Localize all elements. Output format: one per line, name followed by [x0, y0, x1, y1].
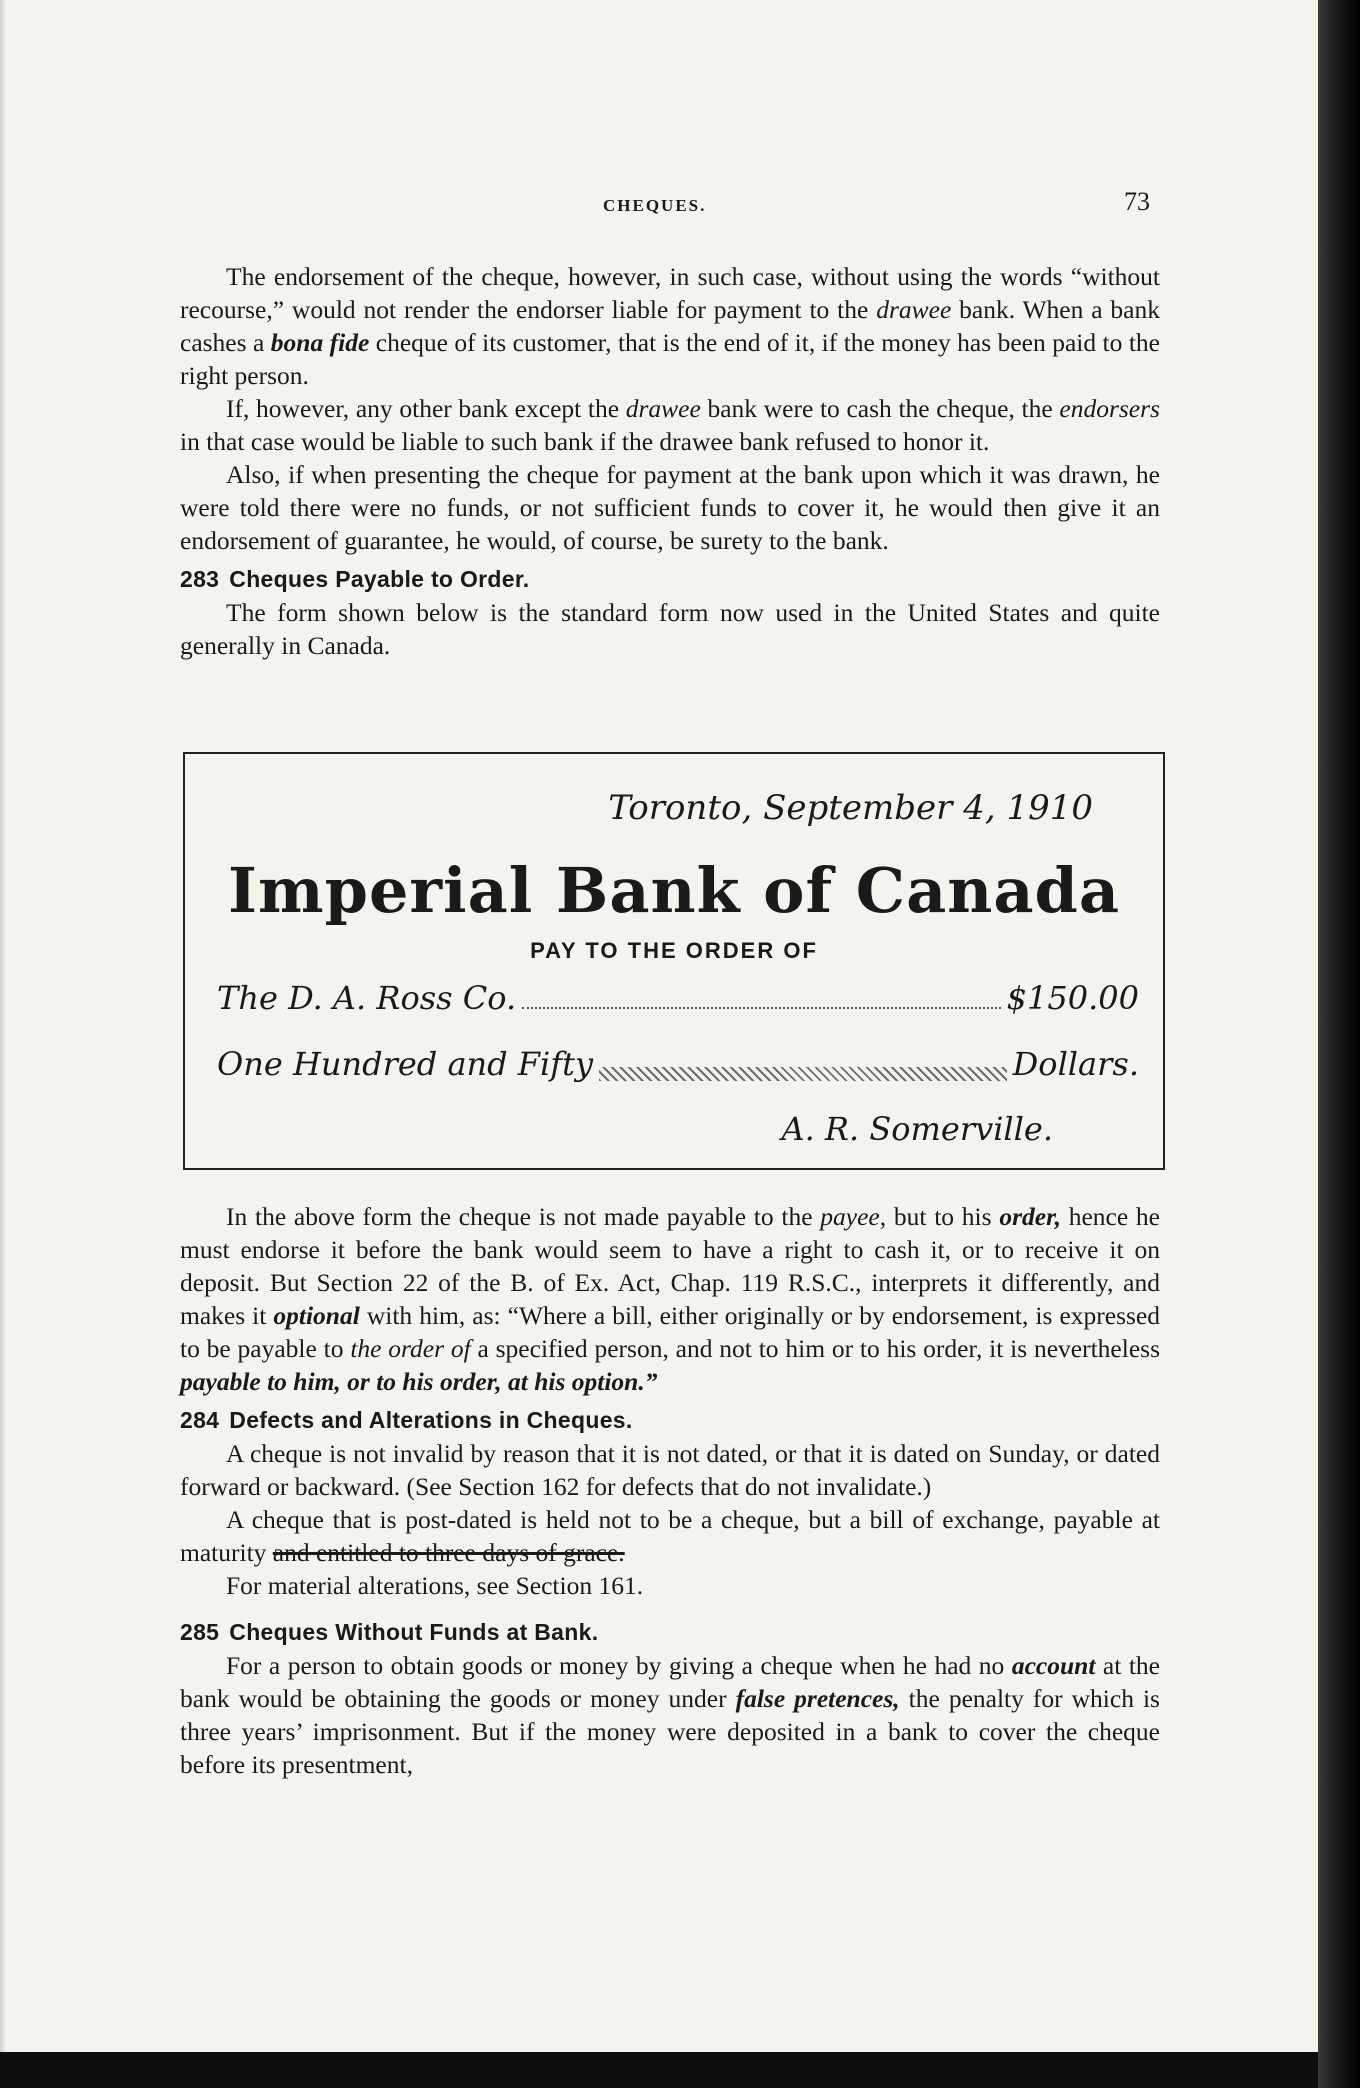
book-edge	[1318, 0, 1360, 2088]
pay-to-order-label: PAY TO THE ORDER OF	[530, 938, 818, 963]
paragraph: If, however, any other bank except the drawee bank were to cash the cheque, the endorsers in that case would be liable to such bank if the drawee bank refused to honor it.	[180, 394, 1160, 456]
page-number: 73	[1124, 187, 1150, 216]
currency-word: Dollars.	[1012, 1045, 1139, 1083]
paragraph: Also, if when presenting the cheque for payment at the bank upon which it was drawn, he were told there were no funds, or not sufficient funds to cover it, he would then give it an endorsement of guarantee, he would, of course, be surety to the bank.	[180, 460, 1160, 555]
filler-wave	[599, 1067, 1007, 1081]
paragraph: In the above form the cheque is not made payable to the payee, but to his order, hence he must endorse it before the bank would seem to have a right to cash it, or to receive it on deposit. But Section 22 of the B. of Ex. Act, Chap. 119 R.S.C., interprets it differently, and makes it optional with him, as: “Where a bill, either originally or by endorsement, is expressed to be payable to the order of a specified person, and not to him or to his order, it is nevertheless payable to him, or to his order, at his option.”	[180, 1202, 1160, 1396]
body-text	[180, 1200, 1160, 1781]
amount-words-line	[217, 1045, 1139, 1083]
paragraph: A cheque that is post-dated is held not to be a cheque, but a bill of exchange, payable at maturity and entitled to three days of grace.	[180, 1505, 1160, 1567]
amount-in-words: One Hundred and Fifty	[217, 1045, 594, 1083]
dotted-leader	[522, 1007, 1001, 1009]
bank-name: Imperial Bank of Canada	[227, 854, 1121, 927]
paragraph: The endorsement of the cheque, however, in such case, without using the words “without recourse,” would not render the endorser liable for payment to the drawee bank. When a bank cashes a bona fide cheque of its customer, that is the end of it, if the money has been paid to the right person.	[180, 262, 1160, 390]
section-heading-285: 285 Cheques Without Funds at Bank.	[180, 1619, 599, 1645]
paragraph: For a person to obtain goods or money by giving a cheque when he had no account at the bank would be obtaining the goods or money under false pretences, the penalty for which is three years’ imprisonment. But if the money were deposited in a bank to cover the cheque before its presentment,	[180, 1651, 1160, 1779]
cheque-form	[183, 752, 1165, 1170]
page-gutter	[0, 0, 6, 2052]
intro-text	[180, 260, 1160, 662]
scan-border	[0, 2052, 1318, 2088]
running-title: CHEQUES.	[603, 196, 707, 215]
payee-name: The D. A. Ross Co.	[217, 979, 517, 1017]
paragraph: The form shown below is the standard form now used in the United States and quite generally in Canada.	[180, 598, 1160, 660]
paragraph: A cheque is not invalid by reason that it is not dated, or that it is dated on Sunday, or dated forward or backward. (See Section 162 for defects that do not invalidate.)	[180, 1439, 1160, 1501]
cheque-amount: $150.00	[1006, 979, 1139, 1017]
signature: A. R. Somerville.	[781, 1110, 1053, 1148]
struck-text: and entitled to three days of grace.	[272, 1538, 625, 1567]
cheque-date: Toronto, September 4, 1910	[608, 788, 1093, 828]
section-heading-283: 283 Cheques Payable to Order.	[180, 566, 530, 592]
paragraph: For material alterations, see Section 161.	[226, 1571, 644, 1600]
section-heading-284: 284 Defects and Alterations in Cheques.	[180, 1407, 633, 1433]
payee-line	[217, 979, 1139, 1017]
